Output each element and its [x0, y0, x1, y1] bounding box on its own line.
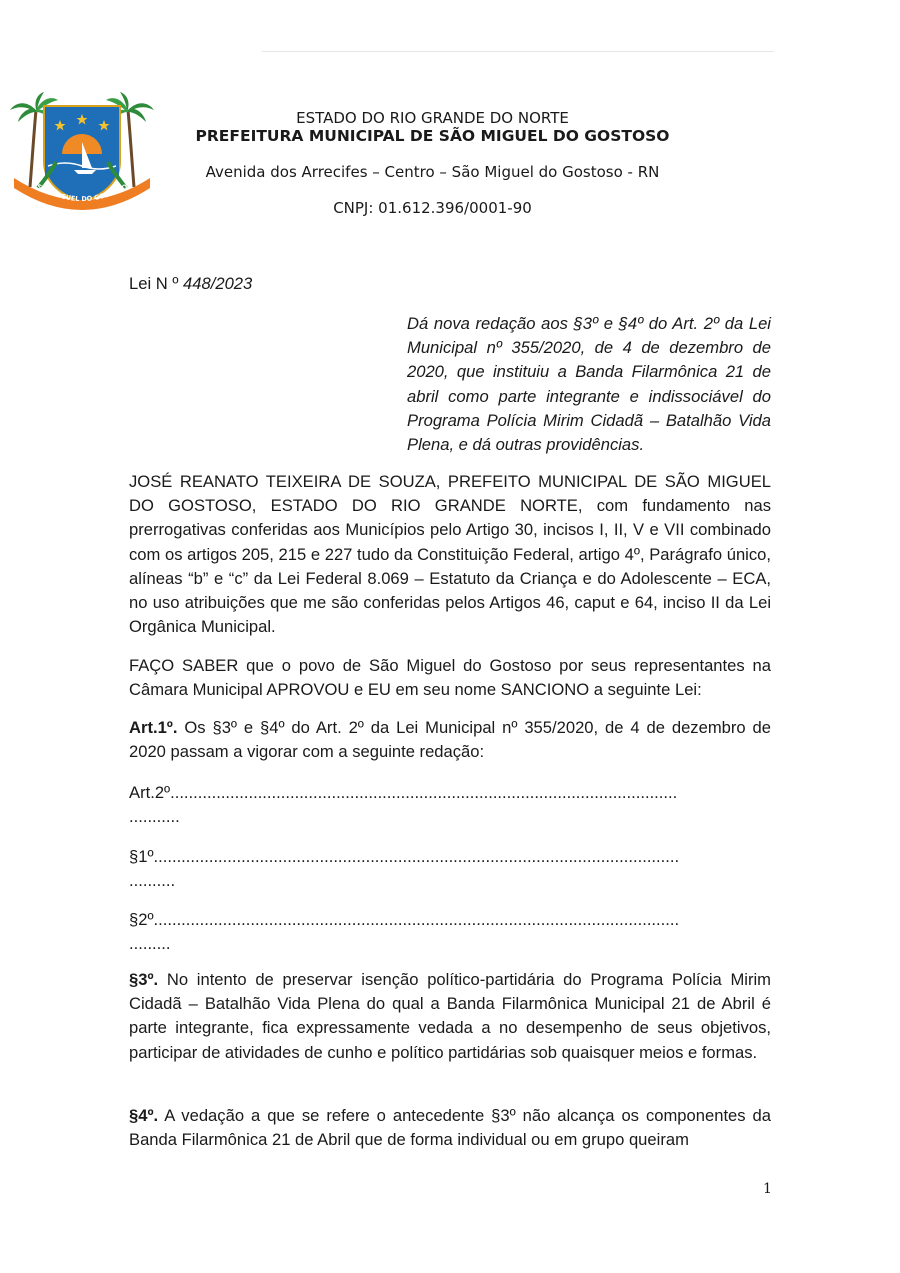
- paragraph-3-label: §3º.: [129, 970, 159, 989]
- top-divider: [262, 51, 774, 52]
- paragraph-1-line-2: ..........: [129, 871, 176, 891]
- paragraph-1-placeholder: [129, 845, 771, 893]
- paragraph-4-label: §4º.: [129, 1106, 159, 1125]
- law-number-label: Lei N º: [129, 274, 179, 293]
- article-2-placeholder: [129, 781, 771, 829]
- paragraph-1-line-1: §1º..................................................................................................................: [129, 847, 680, 866]
- shield-icon: [44, 106, 120, 202]
- paragraph-3-text: No intento de preservar isenção político-partidária do Programa Polícia Mirim Cidadã – Batalhão Vida Plena do qual a Banda Filarmônica Municipal 21 de Abril é parte integrante, fica expressamente vedada a no desempenho de seus objetivos, participar de atividades de cunho e político partidárias sob quaisquer meios e formas.: [129, 970, 771, 1062]
- article-2-line-1: Art.2º..............................................................................................................: [129, 783, 678, 802]
- enactment-paragraph: FAÇO SABER que o povo de São Miguel do Gostoso por seus representantes na Câmara Municipal APROVOU e EU em seu nome SANCIONO a seguinte Lei:: [129, 656, 771, 700]
- law-number-value: 448/2023: [183, 274, 253, 293]
- paragraph-4: [129, 1104, 771, 1152]
- paragraph-3: [129, 968, 771, 1065]
- article-1: [129, 716, 771, 764]
- law-number: [129, 272, 771, 296]
- paragraph-2-line-1: §2º..................................................................................................................: [129, 910, 680, 929]
- header-cnpj: CNPJ: 01.612.396/0001-90: [333, 199, 532, 217]
- header-state: ESTADO DO RIO GRANDE DO NORTE: [296, 109, 569, 127]
- article-1-text: Os §3º e §4º do Art. 2º da Lei Municipal nº 355/2020, de 4 de dezembro de 2020 passam a vigorar com a seguinte redação:: [129, 718, 771, 762]
- paragraph-2-line-2: .........: [129, 934, 171, 954]
- paragraph-2-placeholder: [129, 908, 771, 956]
- preamble-paragraph: JOSÉ REANATO TEIXEIRA DE SOUZA, PREFEITO MUNICIPAL DE SÃO MIGUEL DO GOSTOSO, ESTADO DO RIO GRANDE NORTE, com fundamento nas prerrogativas conferidas aos Municípios pelo Artigo 30, incisos I, II, V e VII combinado com os artigos 205, 215 e 227 tudo da Constituição Federal, artigo 4º, Parágrafo único, alíneas “b” e “c” da Lei Federal 8.069 – Estatuto da Criança e do Adolescente – ECA, no uso atribuições que me são conferidas pelos Artigos 46, caput e 64, inciso II da Lei Orgânica Municipal.: [129, 472, 771, 637]
- header-prefecture: PREFEITURA MUNICIPAL DE SÃO MIGUEL DO GOSTOSO: [195, 127, 670, 145]
- paragraph-4-text: A vedação a que se refere o antecedente §3º não alcança os componentes da Banda Filarmônica 21 de Abril que de forma individual ou em grupo queiram: [129, 1106, 771, 1150]
- article-1-label: Art.1º.: [129, 718, 178, 737]
- municipal-crest-logo: [8, 92, 156, 212]
- crest-banner-text: SÃO MIGUEL DO GOSTOSO: [35, 182, 129, 204]
- page-number: 1: [763, 1181, 772, 1197]
- header-address: Avenida dos Arrecifes – Centro – São Miguel do Gostoso - RN: [205, 163, 660, 181]
- article-2-line-2: ...........: [129, 807, 180, 827]
- law-ementa: Dá nova redação aos §3º e §4º do Art. 2º da Lei Municipal nº 355/2020, de 4 de dezembro de 2020, que instituiu a Banda Filarmônica 21 de abril como parte integrante e indissociável do Programa Polícia Mirim Cidadã – Batalhão Vida Plena, e dá outras providências.: [407, 314, 771, 455]
